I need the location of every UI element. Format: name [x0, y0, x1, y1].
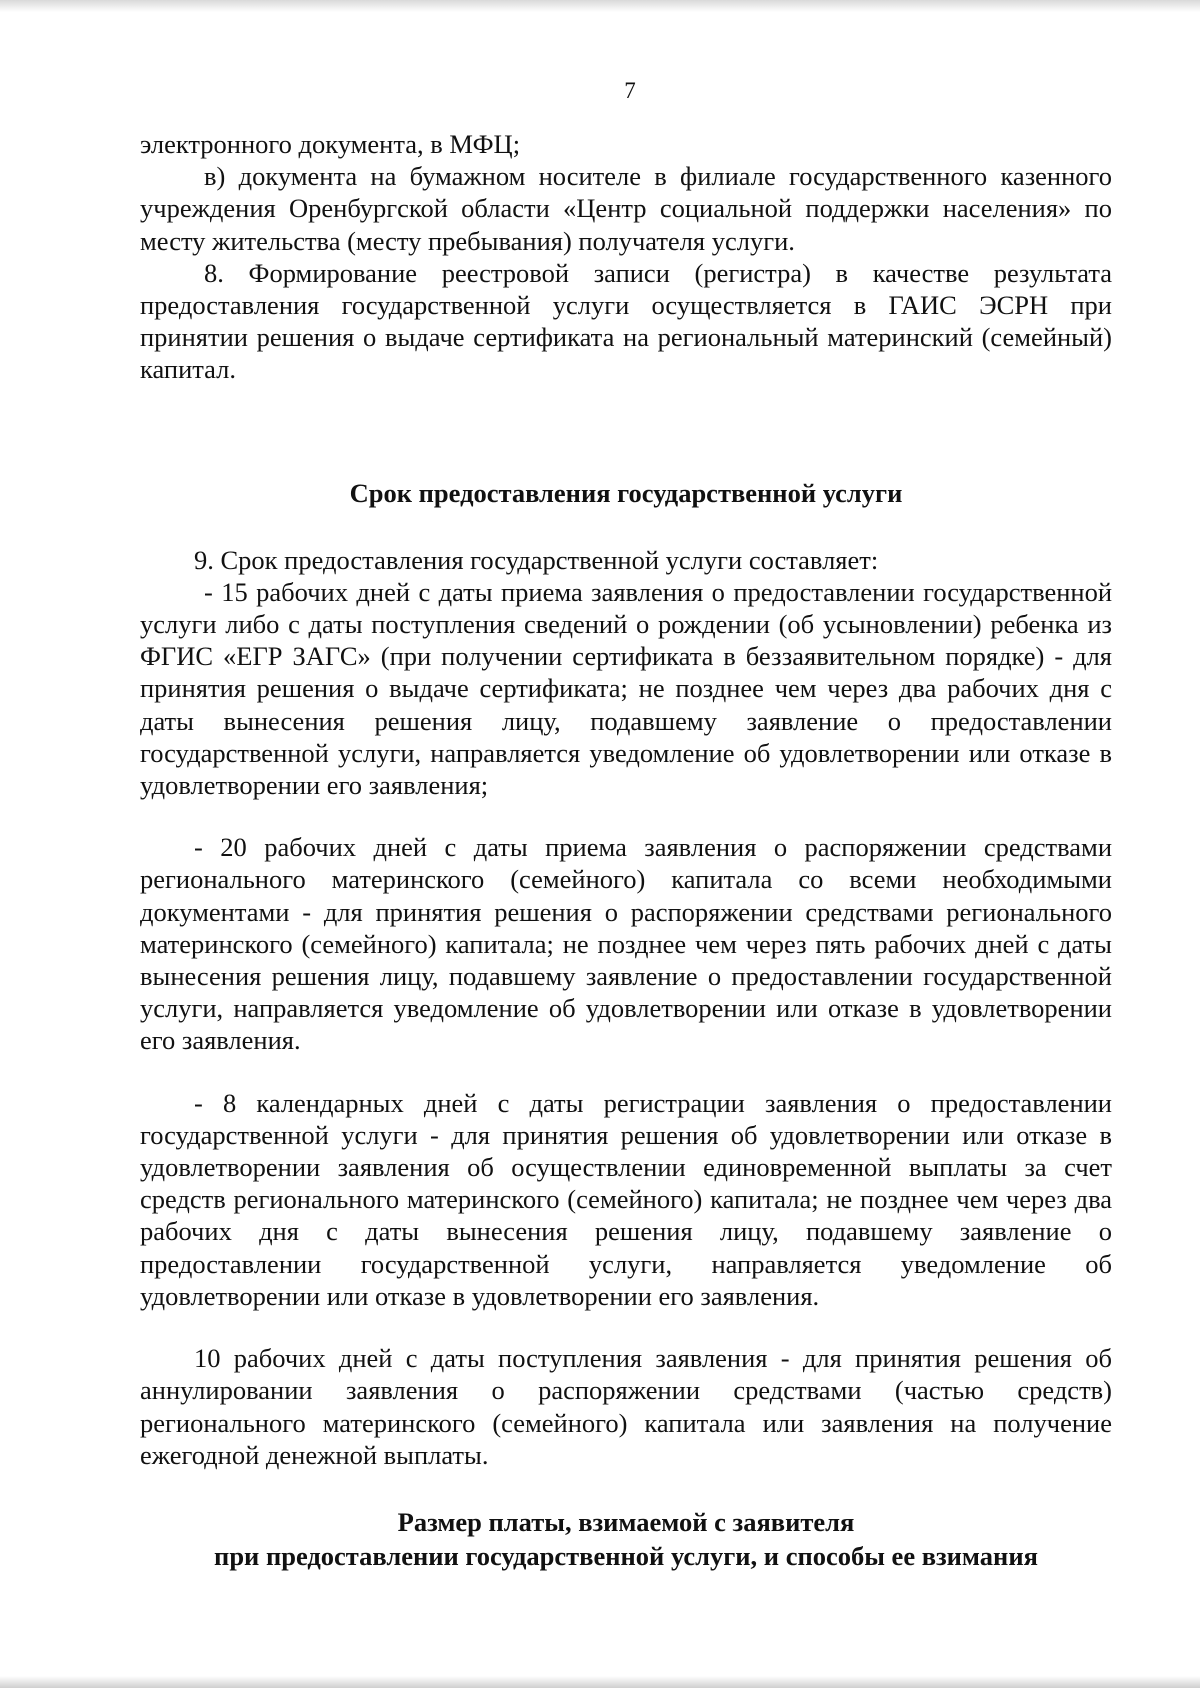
- document-body: [140, 128, 1112, 1573]
- spacer: [140, 510, 1112, 544]
- paragraph-10-days: 10 рабочих дней с даты поступления заявления - для принятия решения об аннулировании заявления о распоряжении средствами (частью средств) регионального материнского (семейного) капитала или заявления на получение ежегодной денежной выплаты.: [140, 1343, 1112, 1470]
- spacer: [140, 801, 1112, 831]
- section-heading-fee-line-1: Размер платы, взимаемой с заявителя: [397, 1506, 855, 1537]
- list-item-8-days: - 8 календарных дней с даты регистрации заявления о предоставлении государственной услуги - для принятия решения об удовлетворении или отказе в удовлетворении заявления об осуществлении единовременной выплаты за счет средств регионального материнского (семейного) капитала; не позднее чем через два рабочих дня с даты вынесения решения лицу, подавшему заявление о предоставлении государственной услуги, направляется уведомление об удовлетворении или отказе в удовлетворении его заявления.: [140, 1087, 1112, 1311]
- scan-edge-bottom: [0, 1676, 1200, 1688]
- list-item-15-days: - 15 рабочих дней с даты приема заявления о предоставлении государственной услуги либо с даты поступления сведений о рождении (об усыновлении) ребенка из ФГИС «ЕГР ЗАГС» (при получении сертификата в беззаявительном порядке) - для принятия решения о выдаче сертификата; не позднее чем через два рабочих дня с даты вынесения решения лицу, подавшему заявление о предоставлении государственной услуги, направляется уведомление об удовлетворении или отказе в удовлетворении его заявления;: [140, 576, 1112, 801]
- spacer: [140, 1057, 1112, 1087]
- section-heading-term: Срок предоставления государственной услуги: [349, 477, 903, 508]
- spacer: [140, 1471, 1112, 1505]
- paragraph-clause-9: 9. Срок предоставления государственной услуги составляет:: [194, 544, 879, 575]
- paragraph-continuation: электронного документа, в МФЦ;: [140, 129, 521, 159]
- list-item-20-days: - 20 рабочих дней с даты приема заявления о распоряжении средствами регионального материнского (семейного) капитала со всеми необходимыми документами - для принятия решения о распоряжении средствами регионального материнского (семейного) капитала; не позднее чем через пять рабочих дней с даты вынесения решения лицу, подавшему заявление о предоставлении государственной услуги, направляется уведомление об удовлетворении или отказе в удовлетворении его заявления.: [140, 832, 1112, 1056]
- paragraph-item-v: в) документа на бумажном носителе в филиале государственного казенного учреждения Оренбургской области «Центр социальной поддержки населения» по месту жительства (месту пребывания) получателя услуги.: [140, 161, 1112, 256]
- paragraph-clause-8: 8. Формирование реестровой записи (регистра) в качестве результата предоставления государственной услуги осуществляется в ГАИС ЭСРН при принятии решения о выдаче сертификата на региональный материнский (семейный) капитал.: [140, 257, 1112, 385]
- section-heading-fee-line-2: при предоставлении государственной услуги, и способы ее взимания: [214, 1540, 1038, 1571]
- spacer: [140, 386, 1112, 446]
- spacer: [140, 446, 1112, 476]
- page-number: 7: [624, 78, 636, 103]
- spacer: [140, 1312, 1112, 1342]
- scan-edge-top: [0, 0, 1200, 12]
